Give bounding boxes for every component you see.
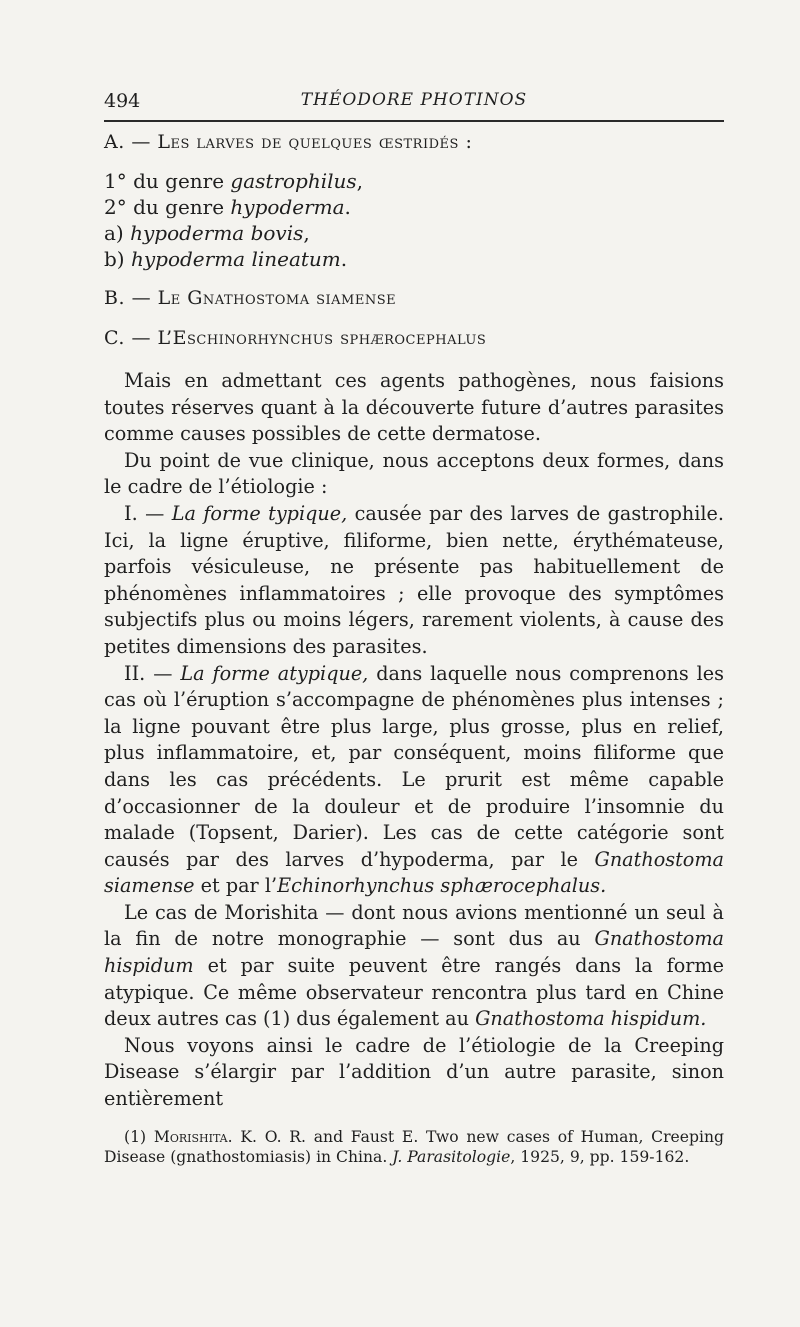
section-c-heading [104, 326, 724, 350]
document-page [104, 88, 724, 1168]
footnote-separator [104, 1113, 724, 1127]
section-b-heading [104, 286, 724, 310]
paragraph-etiology-scope: Nous voyons ainsi le cadre de l’étiologie de la Creeping Disease s’élargir par l’addition d’un autre parasite, sinon entièrement [104, 1033, 724, 1111]
running-title: THÉODORE PHOTINOS [300, 90, 528, 110]
running-head [104, 88, 724, 116]
section-a-heading [104, 130, 724, 154]
paragraph-atypical-form: II. — La forme atypique, dans laquelle nous comprenons les cas où l’éruption s’accompagne de phénomènes plus intenses ; la ligne pouvant être plus large, plus grosse, plus en relief, plus inflammatoire, et, par conséquent, moins filiforme que dans les cas précédents. Le prurit est même capable d’occasionner de la douleur et de produire l’insomnie du malade (Topsent, Darier). Les cas de cette catégorie sont causés par des larves d’hypoderma, par le Gnathostoma siamense et par l’Echinorhynchus sphærocephalus. [104, 661, 725, 898]
section-b-letter: B. [104, 287, 126, 309]
list-item: b) hypoderma lineatum. [104, 247, 348, 271]
footnote: (1) Morishita. K. O. R. and Faust E. Two new cases of Human, Creeping Disease (gnathostomiasis) in China. J. Parasitologie, 1925, 9, pp. 159-162. [104, 1127, 724, 1167]
section-c-dash: — [131, 327, 151, 349]
section-b-title: Le Gnathostoma siamense [157, 287, 397, 309]
header-rule [104, 120, 724, 122]
section-a-title: Les larves de quelques œstridés : [157, 131, 473, 153]
section-a-dash: — [131, 131, 151, 153]
section-c-title: L’Eschinorhynchus sphærocephalus [157, 327, 487, 349]
paragraph-morishita: Le cas de Morishita — dont nous avions mentionné un seul à la fin de notre monographie — sont dus au Gnathostoma hispidum et par suite peuvent être rangés dans la forme atypique. Ce même observateur rencontra plus tard en Chine deux autres cas (1) dus également au Gnathostoma hispidum. [104, 900, 724, 1031]
list-item: 1° du genre gastrophilus, [104, 169, 364, 193]
paragraph-clinical-forms: Du point de vue clinique, nous acceptons deux formes, dans le cadre de l’étiologie : [104, 448, 724, 499]
section-b-dash: — [131, 287, 152, 309]
genus-list [104, 168, 724, 272]
section-a-letter: A. [104, 131, 125, 153]
list-item: a) hypoderma bovis, [104, 221, 310, 245]
page-number: 494 [104, 90, 141, 112]
list-item: 2° du genre hypoderma. [104, 195, 351, 219]
section-c-letter: C. [104, 327, 125, 349]
paragraph-reserves: Mais en admettant ces agents pathogènes, nous faisions toutes réserves quant à la découverte future d’autres parasites comme causes possibles de cette dermatose. [104, 369, 724, 446]
paragraph-typical-form: I. — La forme typique, causée par des larves de gastrophile. Ici, la ligne éruptive, filiforme, bien nette, érythémateuse, parfois vésiculeuse, ne présente pas habituellement de phénomènes inflammatoires ; elle provoque des symptômes subjectifs plus ou moins légers, rarement violents, à cause des petites dimensions des parasites. [104, 501, 724, 658]
